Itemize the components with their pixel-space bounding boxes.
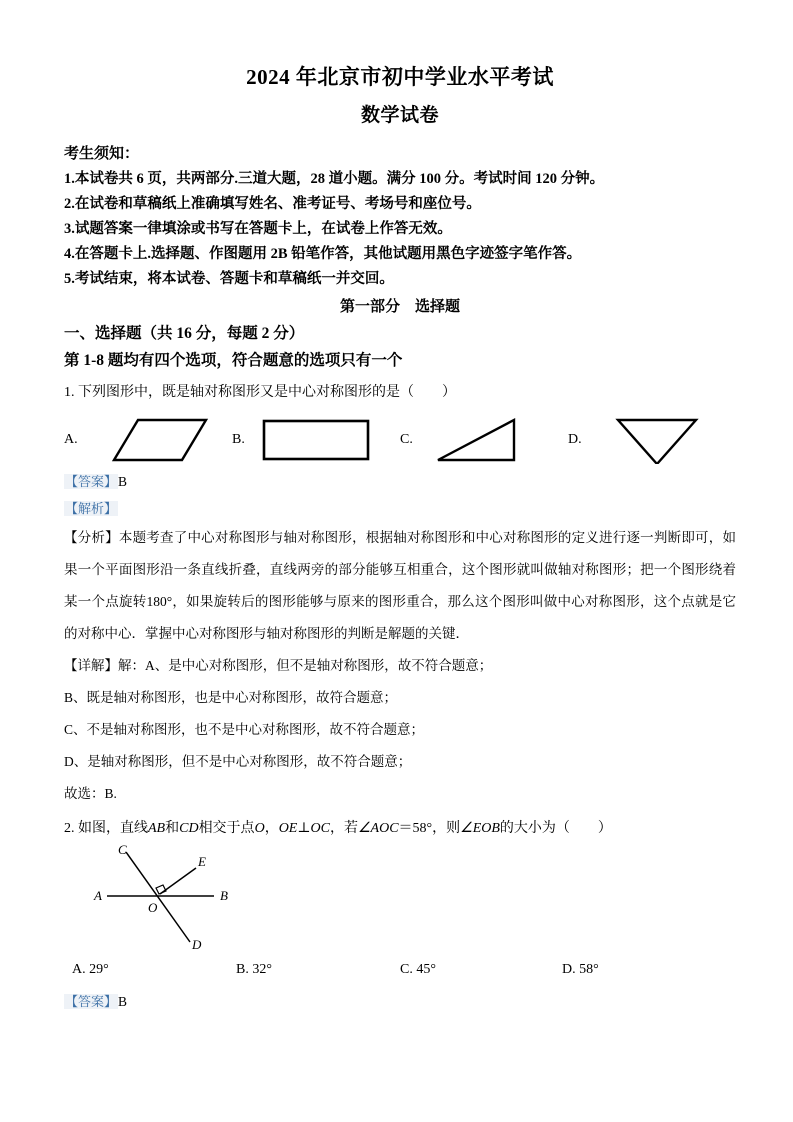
q2-angle-value: ＝58° bbox=[398, 821, 433, 836]
question-1-answer bbox=[64, 468, 736, 495]
question-1-analysis bbox=[64, 522, 736, 650]
q2-ray-oe: OE bbox=[278, 821, 298, 836]
q2-angle-aoc: ∠AOC bbox=[357, 821, 399, 836]
question-2-options bbox=[64, 962, 736, 988]
q2-ray-oc: OC bbox=[310, 821, 330, 836]
question-2-stem bbox=[64, 816, 736, 842]
notice-item-3: 3.试题答案一律填涂或书写在答题卡上，在试卷上作答无效。 bbox=[64, 221, 452, 237]
inverted-triangle-icon bbox=[590, 412, 720, 464]
analysis-tag: 【解析】 bbox=[65, 501, 118, 516]
detail-tag: 【详解】 bbox=[64, 658, 118, 673]
question-2-answer-value: B bbox=[118, 994, 128, 1009]
option-b[interactable] bbox=[232, 410, 397, 468]
page-subtitle: 数学试卷 bbox=[360, 105, 439, 126]
q2-angle-eob: ∠EOB bbox=[460, 821, 500, 836]
option-d-label: D. bbox=[568, 432, 582, 447]
q2-stem-prefix: 2. 如图，直线 bbox=[64, 821, 148, 836]
question-1-analysis-tag-row bbox=[64, 495, 736, 522]
q2-stem-mid1: 和 bbox=[165, 821, 180, 836]
notice-item-4: 4.在答题卡上.选择题、作图题用 2B 铅笔作答，其他试题用黑色字迹签字笔作答。 bbox=[64, 246, 582, 262]
question-1-detail-b: B、既是轴对称图形，也是中心对称图形，故符合题意； bbox=[64, 690, 398, 705]
q2-option-a[interactable]: A. 29° bbox=[72, 962, 109, 977]
part-one-title: 第一部分 选择题 bbox=[339, 299, 460, 315]
question-1-detail-c: C、不是轴对称图形，也不是中心对称图形，故不符合题意； bbox=[64, 722, 425, 737]
answer-tag: 【答案】 bbox=[65, 474, 118, 489]
question-2-diagram-wrap bbox=[64, 844, 736, 956]
question-2-answer bbox=[64, 988, 736, 1015]
option-c[interactable] bbox=[400, 410, 565, 468]
answer-tag: 【答案】 bbox=[65, 994, 118, 1009]
notice-item-2: 2.在试卷和草稿纸上准确填写姓名、准考证号、考场号和座位号。 bbox=[64, 196, 481, 212]
page-content bbox=[64, 60, 736, 1015]
breakdown-tag: 【分析】 bbox=[64, 530, 119, 545]
q2-stem-tail: 的大小为（ ） bbox=[499, 821, 612, 836]
question-1-options bbox=[64, 410, 736, 468]
diagram-label-a: A bbox=[94, 888, 102, 903]
diagram-label-d: D bbox=[192, 937, 202, 952]
diagram-label-c: C bbox=[118, 844, 127, 857]
notice-item-5: 5.考试结束，将本试卷、答题卡和草稿纸一并交回。 bbox=[64, 271, 394, 287]
question-1-detail-prefix: 解：A、是中心对称图形，但不是轴对称图形，故不符合题意； bbox=[118, 658, 493, 673]
diagram-label-e: E bbox=[198, 854, 206, 869]
q2-stem-mid3: ， bbox=[264, 821, 279, 836]
diagram-label-o: O bbox=[148, 900, 158, 915]
section-note-choice: 第 1-8 题均有四个选项，符合题意的选项只有一个 bbox=[64, 352, 403, 369]
q2-stem-mid5: ，则 bbox=[432, 821, 461, 836]
q2-line-cd: CD bbox=[179, 821, 199, 836]
question-1-answer-value: B bbox=[118, 474, 128, 489]
q2-option-b[interactable]: B. 32° bbox=[236, 962, 272, 977]
question-1-detail-a bbox=[64, 650, 736, 682]
parallelogram-icon bbox=[86, 412, 216, 464]
option-a[interactable] bbox=[64, 410, 229, 468]
option-d[interactable] bbox=[568, 410, 736, 468]
q2-stem-mid4: ，若 bbox=[329, 821, 358, 836]
q2-stem-mid2: 相交于点 bbox=[198, 821, 255, 836]
page-title: 2024 年北京市初中学业水平考试 bbox=[246, 65, 554, 89]
option-a-label: A. bbox=[64, 432, 78, 447]
option-b-label: B. bbox=[232, 432, 245, 447]
q2-option-d[interactable]: D. 58° bbox=[562, 962, 599, 977]
option-c-label: C. bbox=[400, 432, 413, 447]
section-heading-choice: 一、选择题（共 16 分，每题 2 分） bbox=[64, 325, 305, 342]
q2-line-ab: AB bbox=[148, 821, 166, 836]
q2-perp-symbol: ⊥ bbox=[297, 821, 311, 836]
rectangle-icon bbox=[254, 412, 384, 464]
question-1-conclusion: 故选：B. bbox=[64, 786, 117, 801]
intersecting-lines-diagram bbox=[82, 844, 332, 954]
question-1-analysis-text: 本题考查了中心对称图形与轴对称图形，根据轴对称图形和中心对称图形的定义进行逐一判断即可，如果一个平面图形沿一条直线折叠，直线两旁的部分能够互相重合，这个图形就叫做轴对称图形；把一个图形绕着某一个点旋转180°，如果旋转后的图形能够与原来的图形重合，那么这个图形叫做中心对称图形，这个点就是它的对称中心．掌握中心对称图形与轴对称图形的判断是解题的关键． bbox=[64, 530, 736, 641]
notice-item-1: 1.本试卷共 6 页，共两部分.三道大题，28 道小题。满分 100 分。考试时间 120 分钟。 bbox=[64, 171, 605, 187]
q2-point-o: O bbox=[254, 821, 265, 836]
diagram-label-b: B bbox=[220, 888, 228, 903]
notice-heading: 考生须知： bbox=[64, 146, 140, 162]
right-triangle-icon bbox=[422, 412, 552, 464]
question-1-detail-d: D、是轴对称图形，但不是中心对称图形，故不符合题意； bbox=[64, 754, 412, 769]
question-1-stem: 1. 下列图形中，既是轴对称图形又是中心对称图形的是（ ） bbox=[64, 385, 456, 400]
q2-option-c[interactable]: C. 45° bbox=[400, 962, 436, 977]
